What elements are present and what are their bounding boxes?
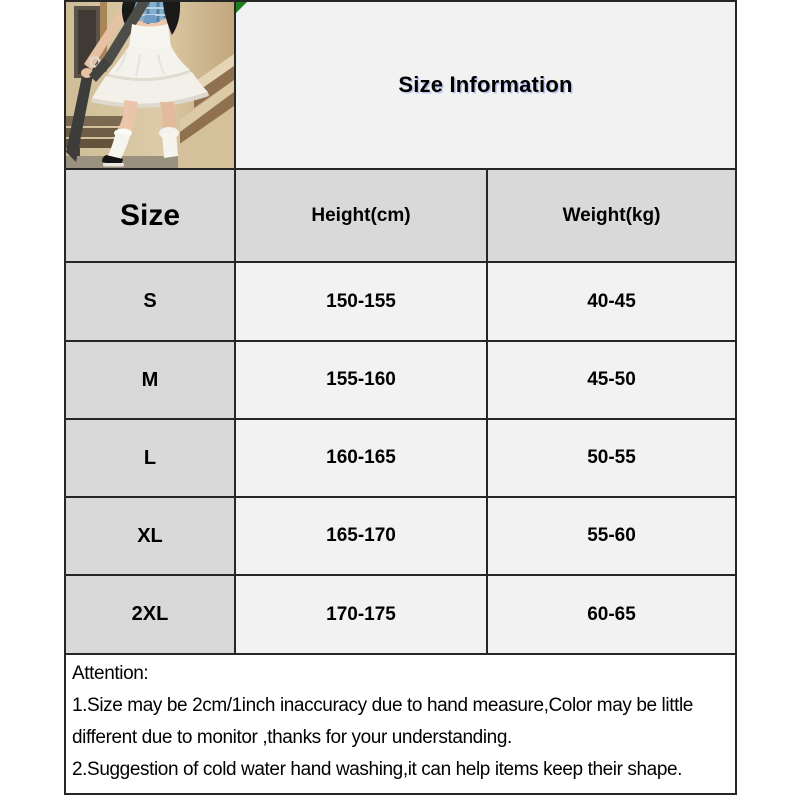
green-corner-marker-icon <box>236 2 247 13</box>
row-s-height: 150-155 <box>236 263 486 340</box>
row-2xl-height: 170-175 <box>236 576 486 653</box>
attention-line: 2.Suggestion of cold water hand washing,it can help items keep their shape. <box>72 759 683 780</box>
row-m-size: M <box>66 342 234 418</box>
row-s-size: S <box>66 263 234 340</box>
row-s-weight: 40-45 <box>488 263 735 340</box>
size-chart-sheet <box>64 0 737 795</box>
column-header-height: Height(cm) <box>236 170 486 261</box>
attention-line: different due to monitor ,thanks for your understanding. <box>72 727 512 748</box>
row-xl-weight: 55-60 <box>488 498 735 574</box>
column-header-weight: Weight(kg) <box>488 170 735 261</box>
row-2xl-size: 2XL <box>66 576 234 653</box>
row-xl-height: 165-170 <box>236 498 486 574</box>
page-title: Size Information <box>398 72 573 97</box>
attention-line: Attention: <box>72 663 149 684</box>
column-header-size: Size <box>66 170 234 261</box>
row-m-weight: 45-50 <box>488 342 735 418</box>
row-2xl-weight: 60-65 <box>488 576 735 653</box>
row-l-height: 160-165 <box>236 420 486 496</box>
row-m-height: 155-160 <box>236 342 486 418</box>
row-xl-size: XL <box>66 498 234 574</box>
product-photo <box>66 2 234 168</box>
attention-line: 1.Size may be 2cm/1inch inaccuracy due to hand measure,Color may be little <box>72 695 693 716</box>
row-l-weight: 50-55 <box>488 420 735 496</box>
product-photo-illustration <box>66 2 234 168</box>
attention-note <box>66 655 735 793</box>
title-cell <box>236 2 735 168</box>
row-l-size: L <box>66 420 234 496</box>
